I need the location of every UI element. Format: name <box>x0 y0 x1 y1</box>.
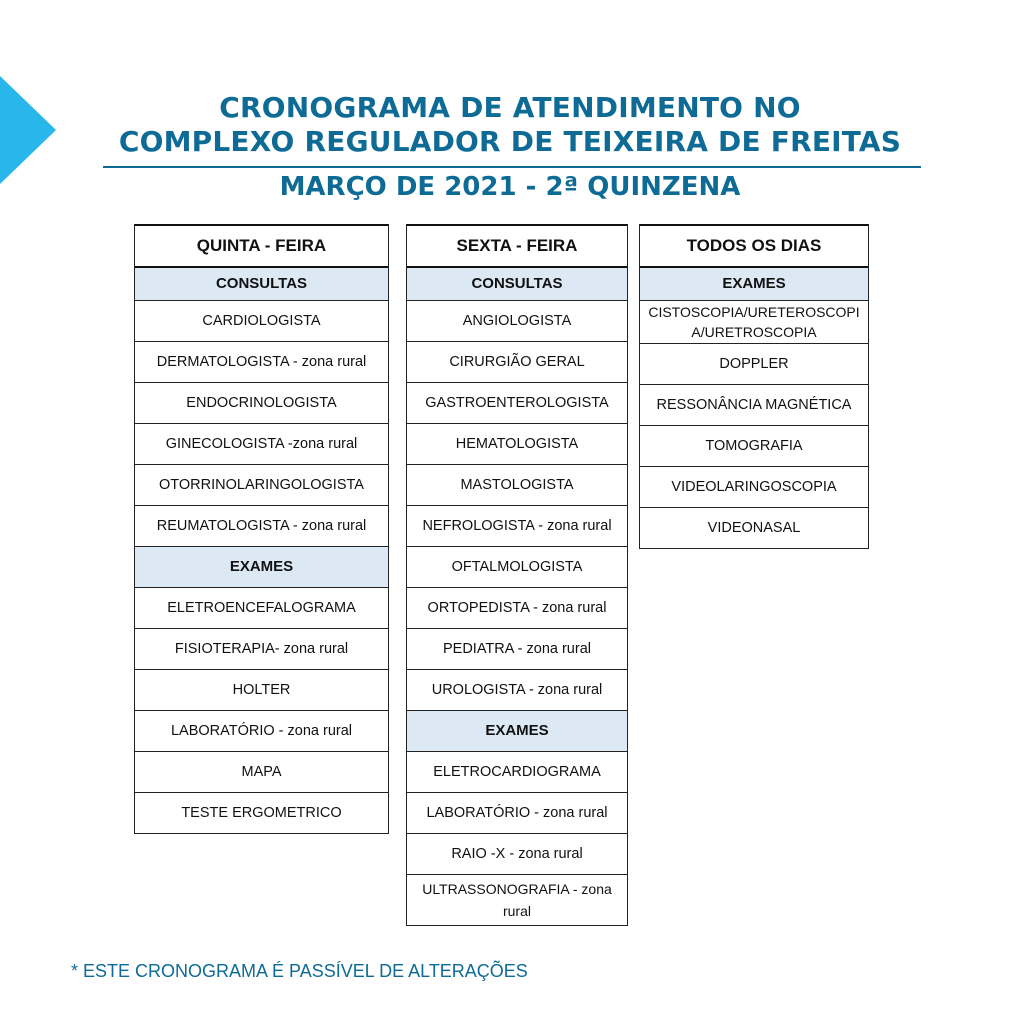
section-label-exames: EXAMES <box>407 711 627 752</box>
list-item: DOPPLER <box>640 344 868 385</box>
list-item: FISIOTERAPIA- zona rural <box>135 629 388 670</box>
list-item: RAIO -X - zona rural <box>407 834 627 875</box>
list-item: TOMOGRAFIA <box>640 426 868 467</box>
list-item: LABORATÓRIO - zona rural <box>407 793 627 834</box>
list-item: GASTROENTEROLOGISTA <box>407 383 627 424</box>
column-header: QUINTA - FEIRA <box>135 224 388 268</box>
section-label-consultas: CONSULTAS <box>407 268 627 301</box>
column-header: SEXTA - FEIRA <box>407 224 627 268</box>
schedule-column-quinta <box>134 224 389 834</box>
list-item: LABORATÓRIO - zona rural <box>135 711 388 752</box>
list-item: MAPA <box>135 752 388 793</box>
page-title-line1: CRONOGRAMA DE ATENDIMENTO NO <box>219 91 801 124</box>
list-item: ANGIOLOGISTA <box>407 301 627 342</box>
list-item: HOLTER <box>135 670 388 711</box>
schedule-column-todos <box>639 224 869 549</box>
list-item: RESSONÂNCIA MAGNÉTICA <box>640 385 868 426</box>
list-item: ULTRASSONOGRAFIA - zona rural <box>407 875 627 926</box>
footnote: * ESTE CRONOGRAMA É PASSÍVEL DE ALTERAÇÕES <box>71 961 528 981</box>
list-item: VIDEONASAL <box>640 508 868 549</box>
list-item: TESTE ERGOMETRICO <box>135 793 388 834</box>
list-item: VIDEOLARINGOSCOPIA <box>640 467 868 508</box>
list-item: MASTOLOGISTA <box>407 465 627 506</box>
list-item: DERMATOLOGISTA - zona rural <box>135 342 388 383</box>
list-item: HEMATOLOGISTA <box>407 424 627 465</box>
list-item: CARDIOLOGISTA <box>135 301 388 342</box>
list-item: REUMATOLOGISTA - zona rural <box>135 506 388 547</box>
list-item: CISTOSCOPIA/URETEROSCOPIA/URETROSCOPIA <box>640 301 868 344</box>
title-divider <box>103 166 921 168</box>
list-item: GINECOLOGISTA -zona rural <box>135 424 388 465</box>
list-item: PEDIATRA - zona rural <box>407 629 627 670</box>
list-item: CIRURGIÃO GERAL <box>407 342 627 383</box>
corner-arrow-decoration <box>0 76 56 184</box>
list-item: OFTALMOLOGISTA <box>407 547 627 588</box>
page-subtitle: MARÇO DE 2021 - 2ª QUINZENA <box>279 172 741 202</box>
list-item: NEFROLOGISTA - zona rural <box>407 506 627 547</box>
section-label-exames: EXAMES <box>135 547 388 588</box>
schedule-column-sexta <box>406 224 628 926</box>
section-label-exames: EXAMES <box>640 268 868 301</box>
list-item: ORTOPEDISTA - zona rural <box>407 588 627 629</box>
section-label-consultas: CONSULTAS <box>135 268 388 301</box>
list-item: UROLOGISTA - zona rural <box>407 670 627 711</box>
list-item: ENDOCRINOLOGISTA <box>135 383 388 424</box>
list-item: OTORRINOLARINGOLOGISTA <box>135 465 388 506</box>
list-item: ELETROCARDIOGRAMA <box>407 752 627 793</box>
list-item: ELETROENCEFALOGRAMA <box>135 588 388 629</box>
page-title-line2: COMPLEXO REGULADOR DE TEIXEIRA DE FREITAS <box>118 125 902 158</box>
column-header: TODOS OS DIAS <box>640 224 868 268</box>
